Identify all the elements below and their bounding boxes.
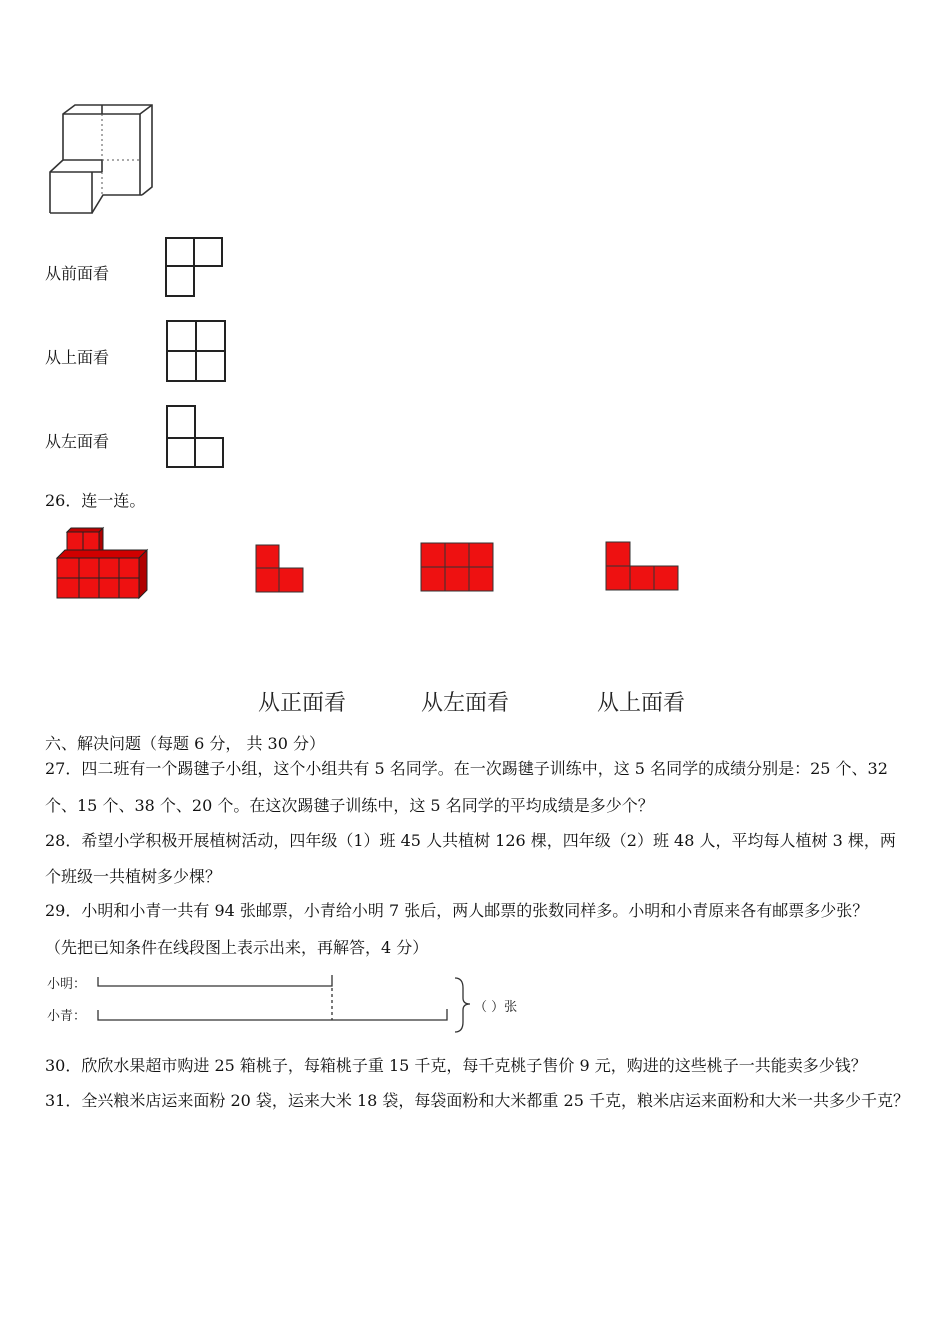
red-view-shape-2 [420,542,494,592]
xiaoqing-label: 小青： [47,1009,87,1024]
q26-title: 26．连一连。 [45,491,146,510]
red-view-shape-1 [255,544,305,594]
label-front-view: 从前面看 [45,264,110,283]
top-view-grid [165,319,227,383]
q28-line-1: 28．希望小学积极开展植树活动，四年级（1）班 45 人共植树 126 棵，四年级（2）班 48 人，平均每人植树 3 棵，两 [45,831,896,850]
q29-line-2: （先把已知条件在线段图上表示出来，再解答，4 分） [45,938,429,957]
q28-line-2: 个班级一共植树多少棵？ [45,867,222,886]
match-label-top: 从上面看 [597,691,686,716]
q27-line-1: 27．四二班有一个踢毽子小组，这个小组共有 5 名同学。在一次踢毽子训练中，这 5 名同学的成绩分别是：25 个、32 [45,759,888,778]
match-label-left: 从左面看 [421,691,510,716]
q29-line-1: 29．小明和小青一共有 94 张邮票，小青给小明 7 张后，两人邮票的张数同样多。小明和小青原来各有邮票多少张？ [45,901,869,920]
label-left-view: 从左面看 [45,432,110,451]
q27-line-2: 个、15 个、38 个、20 个。在这次踢毽子训练中，这 5 名同学的平均成绩是多少个？ [45,796,654,815]
segment-diagram [95,970,475,1036]
red-3d-blocks [53,528,149,602]
xiaoming-label: 小明： [47,977,87,992]
q30-line-1: 30．欣欣水果超市购进 25 箱桃子，每箱桃子重 15 千克，每千克桃子售价 9 元，购进的这些桃子一共能卖多少钱？ [45,1056,867,1075]
front-view-grid [164,236,224,298]
label-top-view: 从上面看 [45,348,110,367]
section-title: 六、解决问题（每题 6 分， 共 30 分） [45,734,325,753]
q31-line-1: 31．全兴粮米店运来面粉 20 袋，运来大米 18 袋，每袋面粉和大米都重 25 千克，粮米店运来面粉和大米一共多少千克？ [45,1091,909,1110]
match-label-front: 从正面看 [258,691,347,716]
left-view-grid [165,404,225,470]
cube-solid-sketch [45,100,155,218]
red-view-shape-3 [605,541,679,591]
answer-paren: （ ）张 [474,1000,518,1015]
